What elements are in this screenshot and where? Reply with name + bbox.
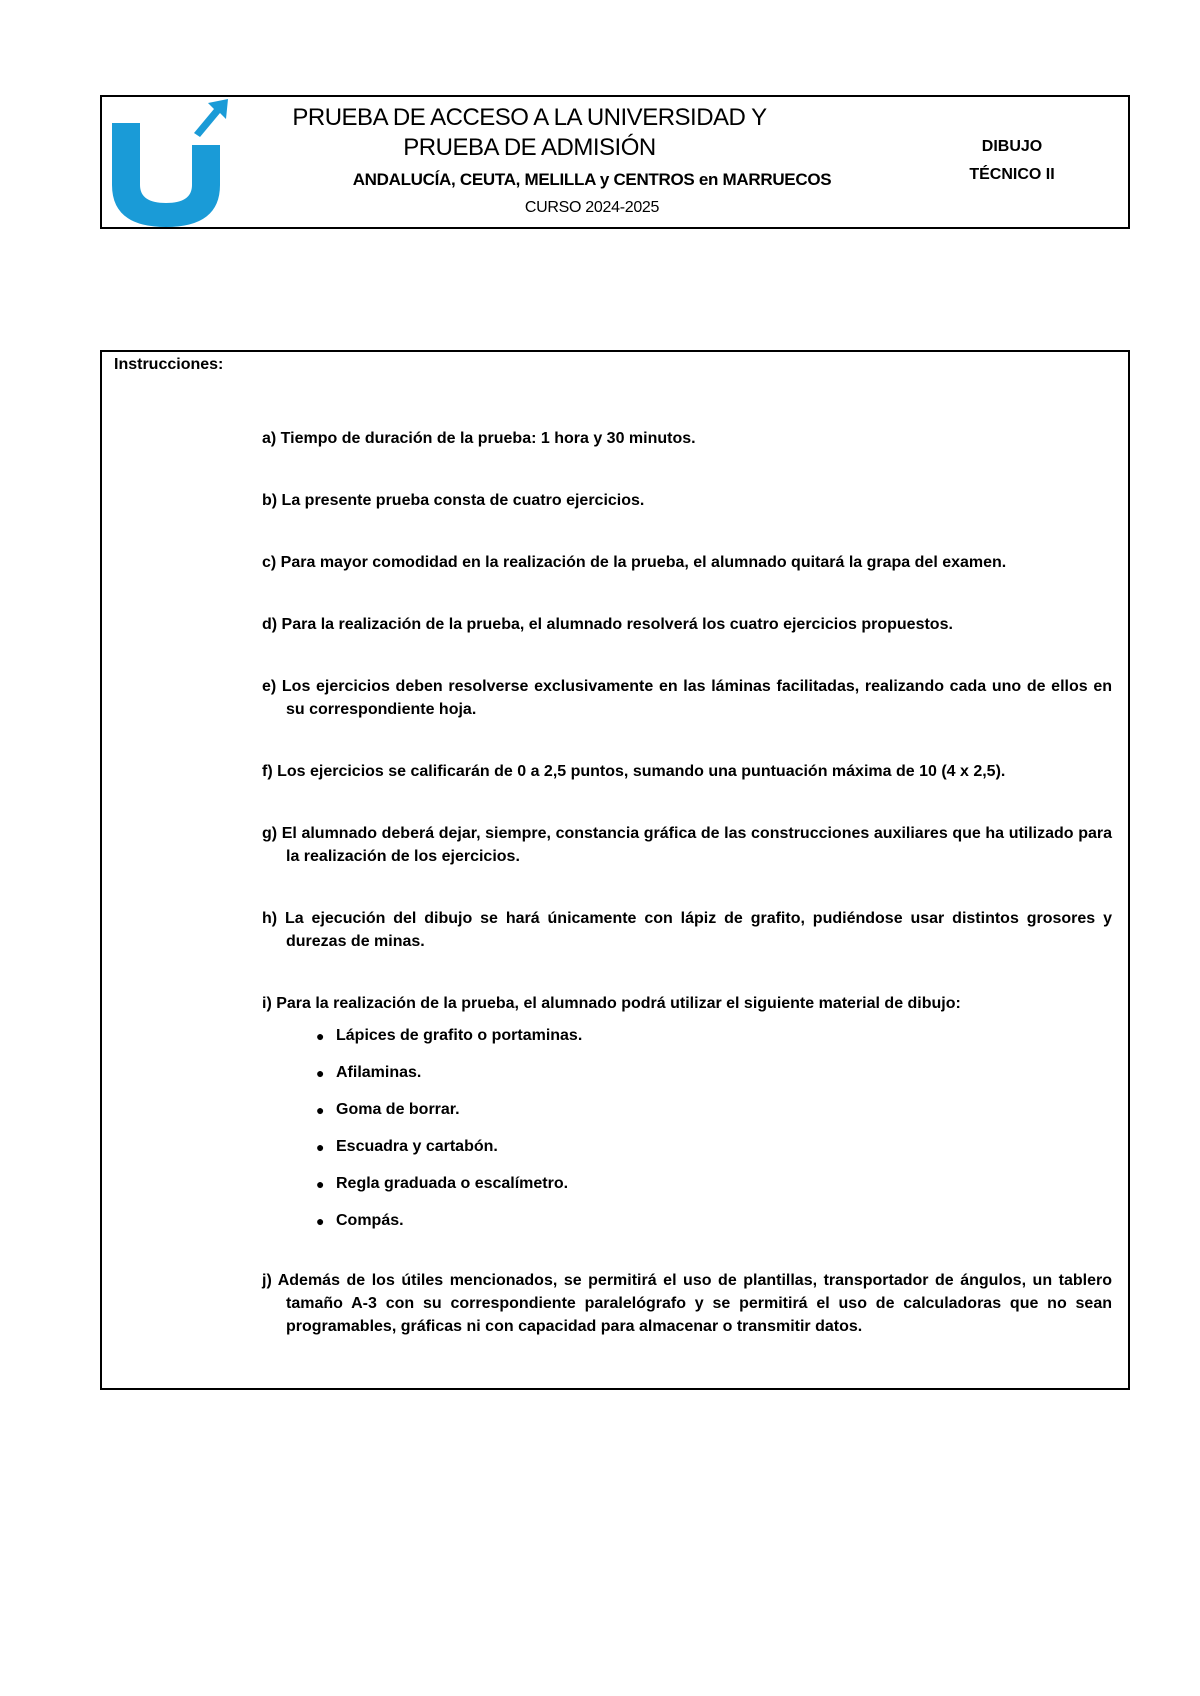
material-label: Escuadra y cartabón. bbox=[336, 1138, 498, 1155]
material-label: Lápices de grafito o portaminas. bbox=[336, 1027, 583, 1044]
material-item bbox=[262, 1210, 1112, 1232]
instruction-item: h) La ejecución del dibujo se hará únicamente con lápiz de grafito, pudiéndose usar distintos grosores y durezas de minas. bbox=[262, 910, 1112, 950]
material-item bbox=[262, 1099, 1112, 1121]
material-label: Goma de borrar. bbox=[336, 1101, 460, 1118]
instruction-item: c) Para mayor comodidad en la realización de la prueba, el alumnado quitará la grapa del examen. bbox=[262, 554, 1007, 571]
bullet-icon: ● bbox=[316, 1176, 325, 1192]
header-title-block bbox=[242, 103, 942, 217]
instruction-item: d) Para la realización de la prueba, el alumnado resolverá los cuatro ejercicios propuestos. bbox=[262, 616, 953, 633]
instruction-item: a) Tiempo de duración de la prueba: 1 hora y 30 minutos. bbox=[262, 430, 696, 447]
material-item bbox=[262, 1025, 1112, 1047]
subject-line-1: DIBUJO bbox=[981, 138, 1043, 155]
exam-course: CURSO 2024-2025 bbox=[524, 199, 660, 216]
material-label: Regla graduada o escalímetro. bbox=[336, 1175, 569, 1192]
university-access-logo bbox=[110, 99, 228, 227]
bullet-icon: ● bbox=[316, 1065, 325, 1081]
exam-subject bbox=[942, 133, 1082, 189]
material-item bbox=[262, 1136, 1112, 1158]
material-item bbox=[262, 1062, 1112, 1084]
material-label: Compás. bbox=[336, 1212, 404, 1229]
exam-title: PRUEBA DE ACCESO A LA UNIVERSIDAD Y PRUEBA DE ADMISIÓN bbox=[292, 104, 767, 161]
material-item bbox=[262, 1173, 1112, 1195]
instruction-item: b) La presente prueba consta de cuatro ejercicios. bbox=[262, 492, 645, 509]
instructions-box bbox=[100, 350, 1130, 1390]
bullet-icon: ● bbox=[316, 1102, 325, 1118]
subject-line-2: TÉCNICO II bbox=[969, 166, 1055, 183]
instruction-item: g) El alumnado deberá dejar, siempre, constancia gráfica de las construcciones auxiliares que ha utilizado para la realización de los ejercicios. bbox=[262, 825, 1112, 865]
instruction-item: j) Además de los útiles mencionados, se permitirá el uso de plantillas, transportador de ángulos, un tablero tamaño A-3 con su correspondiente paralelógrafo y se permitirá el uso de calculadoras que no sean programables, gráficas ni con capacidad para almacenar o transmitir datos. bbox=[262, 1272, 1112, 1335]
exam-region: ANDALUCÍA, CEUTA, MELILLA y CENTROS en MARRUECOS bbox=[352, 170, 832, 189]
bullet-icon: ● bbox=[316, 1139, 325, 1155]
instructions-heading: Instrucciones: bbox=[114, 356, 224, 373]
bullet-icon: ● bbox=[316, 1028, 325, 1044]
materials-list bbox=[262, 1025, 1112, 1232]
instruction-item: i) Para la realización de la prueba, el alumnado podrá utilizar el siguiente material de dibujo: bbox=[262, 995, 961, 1012]
exam-header bbox=[100, 95, 1130, 229]
material-label: Afilaminas. bbox=[336, 1064, 422, 1081]
instruction-item: e) Los ejercicios deben resolverse exclusivamente en las láminas facilitadas, realizando cada uno de ellos en su correspondiente hoja. bbox=[262, 678, 1112, 718]
instruction-item: f) Los ejercicios se calificarán de 0 a 2,5 puntos, sumando una puntuación máxima de 10 (4 x 2,5). bbox=[262, 763, 1006, 780]
bullet-icon: ● bbox=[316, 1213, 325, 1229]
instructions-list bbox=[262, 427, 1112, 1377]
